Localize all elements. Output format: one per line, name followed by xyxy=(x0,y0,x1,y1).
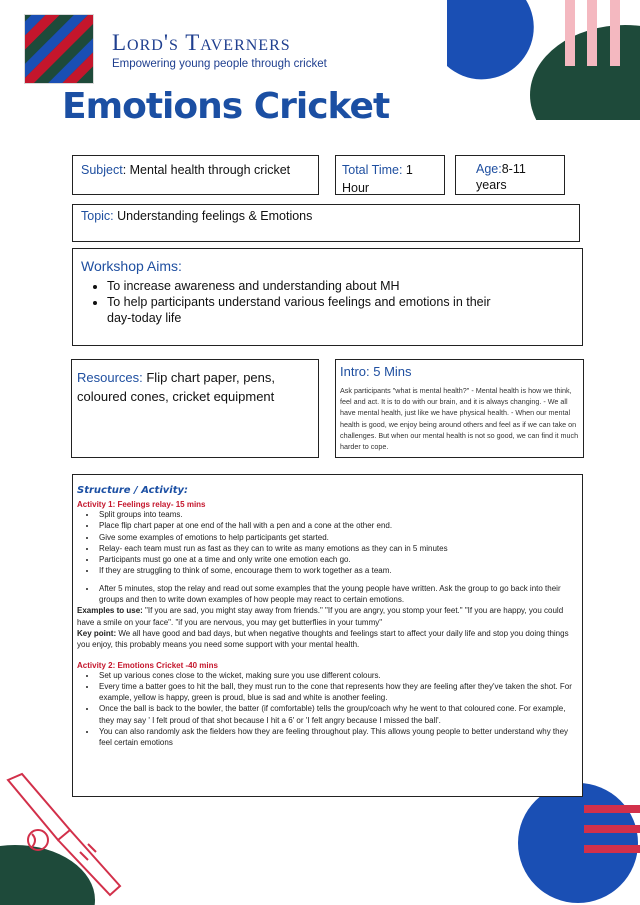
keypoint-label: Key point: xyxy=(77,628,117,638)
intro-text: Ask participants "what is mental health?" - Mental health is how we think, feel and act. It is to do with our brain, and it is always changing. - We all have mental health, just like we have physical health. - When our mental health is good, we enjoy being around others and feel as if we can take on challenges. But when our mental health is not so good, we can find it much harder to cope. xyxy=(340,386,579,452)
examples-text: "If you are sad, you might stay away from friends." "If you are angry, you stomp your feet." "If you are happy, you could have a smile on your face". "if you are nervous, you may get butterflies in your tummy" xyxy=(77,606,564,627)
page-title: Emotions Cricket xyxy=(62,86,390,127)
keypoint-paragraph xyxy=(77,628,578,651)
top-right-decor xyxy=(440,0,640,120)
aims-item: • To increase awareness and understanding about MH xyxy=(107,278,574,294)
list-item: • Participants must go one at a time and only write one emotion each go. xyxy=(97,554,578,565)
total-time-label: Total Time: xyxy=(342,163,403,177)
intro-heading: Intro: 5 Mins xyxy=(340,364,412,379)
logo-emblem xyxy=(24,14,94,84)
aims-list xyxy=(107,278,574,326)
topic-label: Topic: xyxy=(81,209,114,223)
activity1-list xyxy=(97,509,578,577)
brand-name: Lord's Taverners xyxy=(112,30,291,55)
subject-value: : Mental health through cricket xyxy=(122,163,291,177)
list-item: • If they are struggling to think of some, encourage them to work together as a team. xyxy=(97,565,578,576)
activity1-followup-list xyxy=(97,583,578,606)
list-item: • After 5 minutes, stop the relay and read out some examples that the young people have written. Ask the group to go back into their groups and then to write down examples of how people may react to certain emotions. xyxy=(97,583,578,606)
topic-value: Understanding feelings & Emotions xyxy=(113,209,313,223)
subject-box xyxy=(72,155,319,195)
total-time-value: 1 Hour xyxy=(342,163,413,195)
list-item: • Once the ball is back to the bowler, the batter (if comfortable) tells the group/coach why he went to that coloured cone. For example, they may say ' I felt proud of that shot because I hit a 6' or 'I felt angry because I missed the ball'. xyxy=(97,703,578,726)
activity2-heading: Activity 2: Emotions Cricket -40 mins xyxy=(77,660,218,670)
structure-box xyxy=(72,474,583,797)
aims-heading: Workshop Aims: xyxy=(81,258,182,274)
resources-label: Resources: xyxy=(77,370,143,385)
list-item: • Set up various cones close to the wicket, making sure you use different colours. xyxy=(97,670,578,681)
list-item: • Place flip chart paper at one end of the hall with a pen and a cone at the other end. xyxy=(97,520,578,531)
list-item: • Give some examples of emotions to help participants get started. xyxy=(97,532,578,543)
age-value: 8-11 years xyxy=(476,162,526,192)
age-box xyxy=(455,155,565,195)
activity2-list xyxy=(97,670,578,749)
brand-tagline: Empowering young people through cricket xyxy=(112,58,327,70)
workshop-aims-box xyxy=(72,248,583,346)
total-time-box xyxy=(335,155,445,195)
subject-label: Subject xyxy=(81,163,123,177)
intro-box xyxy=(335,359,584,458)
resources-box xyxy=(71,359,319,458)
list-item: • Relay- each team must run as fast as they can to write as many emotions as they can in 5 minutes xyxy=(97,543,578,554)
list-item: • Every time a batter goes to hit the ball, they must run to the cone that represents how they are feeling after they've taken the shot. For example, yellow is happy, green is proud, blue is sad and white is another feeling. xyxy=(97,681,578,704)
topic-box xyxy=(72,204,580,242)
resources-value: Flip chart paper, pens, coloured cones, cricket equipment xyxy=(77,370,275,404)
list-item: • You can also randomly ask the fielders how they are feeling throughout play. This allows young people to better understand why they feel certain emotions xyxy=(97,726,578,749)
aims-item: • To help participants understand various feelings and emotions in their day-today life xyxy=(107,294,574,326)
list-item: • Split groups into teams. xyxy=(97,509,578,520)
age-label: Age: xyxy=(476,162,502,176)
examples-paragraph xyxy=(77,605,578,628)
keypoint-text: We all have good and bad days, but when negative thoughts and feelings start to affect your daily life and stop you doing things you enjoy, this probably means you need some support with your mental health. xyxy=(77,628,569,650)
examples-label: Examples to use: xyxy=(77,606,143,616)
activity1-heading: Activity 1: Feelings relay- 15 mins xyxy=(77,500,206,509)
structure-heading: Structure / Activity: xyxy=(77,485,189,496)
